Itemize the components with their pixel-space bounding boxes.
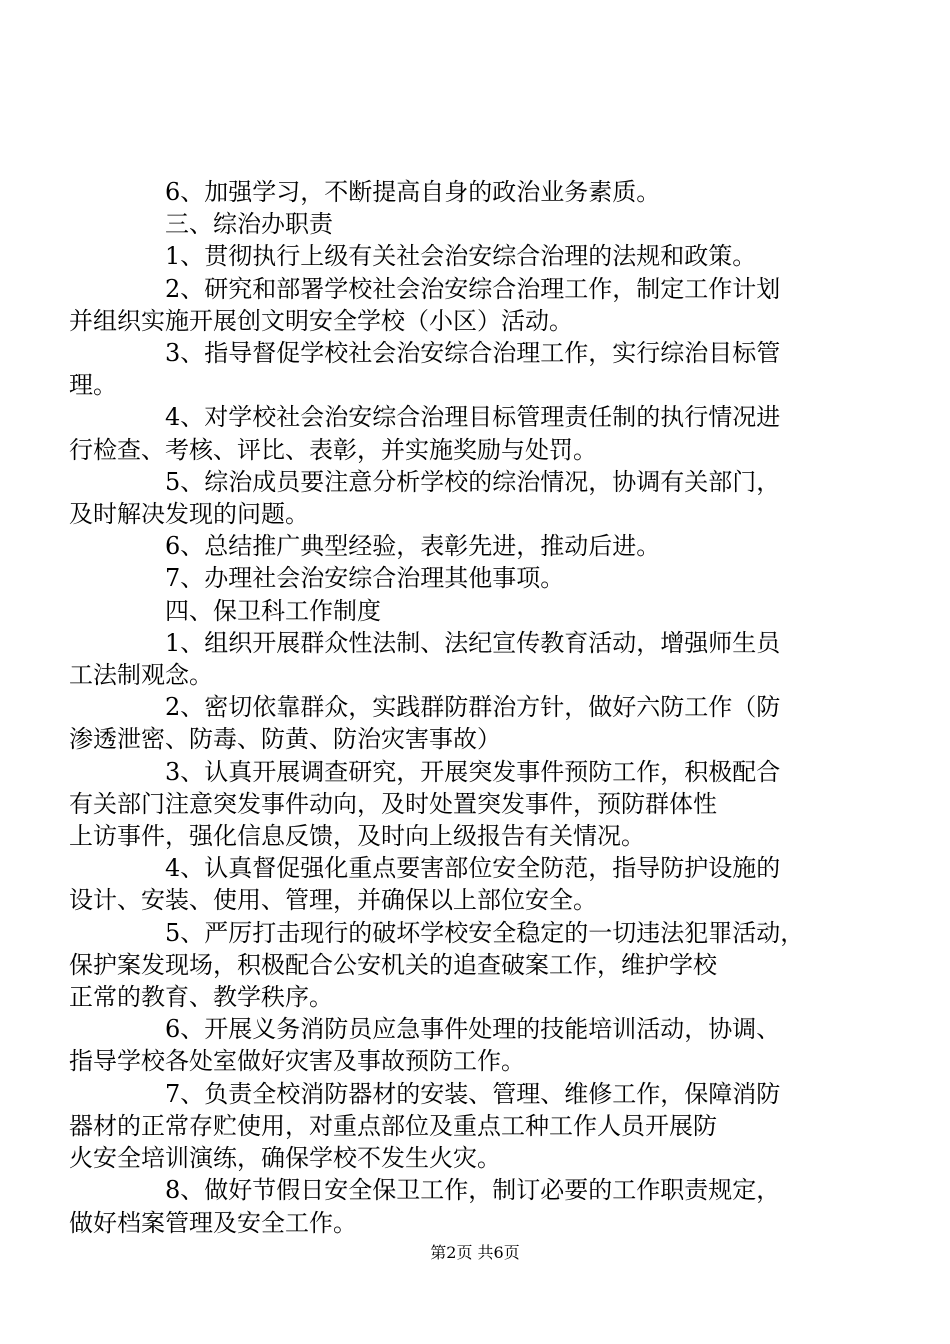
paragraph-line: 6、开展义务消防员应急事件处理的技能培训活动，协调、 xyxy=(165,1015,781,1044)
paragraph xyxy=(117,595,837,627)
paragraph xyxy=(69,756,837,853)
paragraph-line: 设计、安装、使用、管理，并确保以上部位安全。 xyxy=(69,886,597,915)
paragraph-line: 并组织实施开展创文明安全学校（小区）活动。 xyxy=(69,306,573,335)
paragraph-line: 指导学校各处室做好灾害及事故预防工作。 xyxy=(69,1047,525,1076)
paragraph-line: 正常的教育、教学秩序。 xyxy=(69,983,333,1012)
paragraph-line: 三、综治办职责 xyxy=(165,210,333,239)
paragraph-line: 5、综治成员要注意分析学校的综治情况，协调有关部门， xyxy=(165,467,781,496)
paragraph xyxy=(69,1078,837,1175)
paragraph xyxy=(69,466,837,530)
paragraph xyxy=(69,273,837,337)
document-body xyxy=(69,176,837,1239)
paragraph xyxy=(69,917,837,1014)
paragraph xyxy=(69,1013,837,1077)
paragraph-line: 7、办理社会治安综合治理其他事项。 xyxy=(165,564,565,593)
paragraph-line: 1、组织开展群众性法制、法纪宣传教育活动，增强师生员 xyxy=(165,628,781,657)
paragraph xyxy=(69,1174,837,1238)
paragraph xyxy=(69,401,837,465)
paragraph-line: 理。 xyxy=(69,371,117,400)
paragraph-line: 2、研究和部署学校社会治安综合治理工作，制定工作计划 xyxy=(165,274,781,303)
paragraph xyxy=(69,337,837,401)
paragraph-line: 2、密切依靠群众，实践群防群治方针，做好六防工作（防 xyxy=(165,693,781,722)
paragraph-line: 8、做好节假日安全保卫工作，制订必要的工作职责规定， xyxy=(165,1176,781,1205)
paragraph-line: 5、严厉打击现行的破坏学校安全稳定的一切违法犯罪活动， xyxy=(165,918,805,947)
paragraph-line: 火安全培训演练，确保学校不发生火灾。 xyxy=(69,1144,501,1173)
paragraph-line: 工法制观念。 xyxy=(69,661,213,690)
paragraph-line: 6、加强学习，不断提高自身的政治业务素质。 xyxy=(165,178,661,206)
paragraph-line: 及时解决发现的问题。 xyxy=(69,500,309,529)
paragraph xyxy=(117,176,837,208)
paragraph xyxy=(117,208,837,240)
paragraph-line: 1、贯彻执行上级有关社会治安综合治理的法规和政策。 xyxy=(165,242,757,271)
paragraph-line: 四、保卫科工作制度 xyxy=(165,596,381,625)
paragraph-line: 4、认真督促强化重点要害部位安全防范，指导防护设施的 xyxy=(165,854,781,883)
paragraph-line: 3、指导督促学校社会治安综合治理工作，实行综治目标管 xyxy=(165,339,781,368)
paragraph xyxy=(117,240,837,272)
page-footer: 第2页 共6页 xyxy=(430,1243,520,1262)
paragraph-line: 3、认真开展调查研究，开展突发事件预防工作，积极配合 xyxy=(165,757,781,786)
paragraph xyxy=(117,562,837,594)
paragraph-line: 4、对学校社会治安综合治理目标管理责任制的执行情况进 xyxy=(165,403,781,432)
paragraph-line: 有关部门注意突发事件动向，及时处置突发事件，预防群体性 xyxy=(69,789,717,818)
paragraph-line: 渗透泄密、防毒、防黄、防治灾害事故） xyxy=(69,725,501,754)
paragraph xyxy=(69,852,837,916)
paragraph-line: 保护案发现场，积极配合公安机关的追查破案工作，维护学校 xyxy=(69,950,717,979)
paragraph-line: 行检查、考核、评比、表彰，并实施奖励与处罚。 xyxy=(69,435,597,464)
paragraph-line: 做好档案管理及安全工作。 xyxy=(69,1208,357,1237)
paragraph-line: 7、负责全校消防器材的安装、管理、维修工作，保障消防 xyxy=(165,1079,781,1108)
paragraph xyxy=(117,530,837,562)
paragraph-line: 器材的正常存贮使用，对重点部位及重点工种工作人员开展防 xyxy=(69,1111,717,1140)
paragraph xyxy=(69,627,837,691)
paragraph-line: 6、总结推广典型经验，表彰先进，推动后进。 xyxy=(165,532,661,561)
paragraph-line: 上访事件，强化信息反馈，及时向上级报告有关情况。 xyxy=(69,822,645,851)
paragraph xyxy=(69,691,837,755)
